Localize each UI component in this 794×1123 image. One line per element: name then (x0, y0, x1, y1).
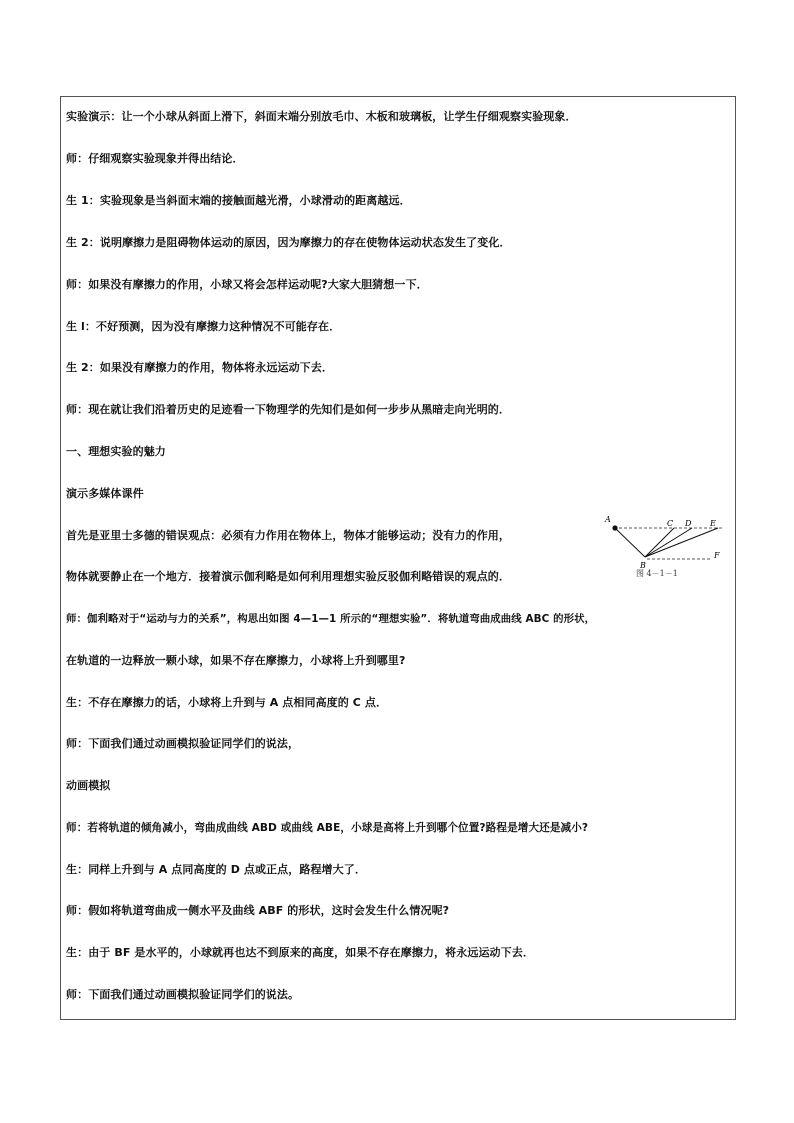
text-line: 生：由于 BF 是水平的，小球就再也达不到原来的高度，如果不存在摩擦力，将永远运动下去． (66, 946, 534, 959)
point-label-e: E (710, 519, 716, 528)
text-line: 师：伽利略对于“运动与力的关系”，构思出如图 4—1—1 所示的“理想实验”．将轨道弯曲成曲线 ABC 的形状， (66, 613, 596, 625)
text-line: 师：现在就让我们沿着历史的足迹看一下物理学的先知们是如何一步步从黑暗走向光明的． (66, 403, 510, 416)
ball (612, 525, 617, 530)
point-label-f: F (714, 551, 720, 560)
figure-caption: 图 4－1－1 (636, 569, 678, 578)
track-ab (615, 528, 645, 557)
text-line: 师：若将轨道的倾角减小，弯曲成曲线 ABD 或曲线 ABE，小球是高将上升到哪个位置?路程是增大还是减小? (66, 822, 589, 834)
text-line: 生 1：实验现象是当斜面末端的接触面越光滑，小球滑动的距离越远． (66, 194, 411, 207)
point-label-c: C (667, 519, 674, 528)
text-line: 师：下面我们通过动画模拟验证同学们的说法， (66, 737, 300, 750)
track-bc (645, 528, 674, 557)
text-line: 在轨道的一边释放一颗小球，如果不存在摩擦力，小球将上升到哪里? (66, 654, 406, 667)
text-line: 首先是亚里士多德的错误观点：必须有力作用在物体上，物体才能够运动；没有力的作用， (66, 529, 510, 542)
text-line: 物体就要静止在一个地方．接着演示伽利略是如何利用理想实验反驳伽利略错误的观点的． (66, 570, 510, 583)
text-line: 师：下面我们通过动画模拟验证同学们的说法。 (66, 988, 300, 1001)
point-label-a: A (605, 515, 611, 524)
text-line: 师：如果没有摩擦力的作用，小球又将会怎样运动呢?大家大胆猜想一下． (66, 278, 428, 291)
point-label-d: D (685, 519, 692, 528)
text-line: 生：同样上升到与 A 点同高度的 D 点或正点，路程增大了． (66, 863, 366, 876)
text-line: 演示多媒体课件 (66, 487, 144, 500)
text-line: 师：假如将轨道弯曲成一侧水平及曲线 ABF 的形状，这时会发生什么情况呢? (66, 904, 450, 917)
text-line: 生：不存在摩擦力的话，小球将上升到与 A 点相同高度的 C 点． (66, 696, 388, 709)
text-line: 师：仔细观察实验现象并得出结论． (66, 152, 244, 165)
track-be (645, 528, 718, 557)
text-line: 实验演示：让一个小球从斜面上滑下，斜面末端分别放毛巾、木板和玻璃板，让学生仔细观察实验现象． (66, 110, 577, 123)
point-label-b: B (640, 561, 646, 570)
text-line: 生 2：说明摩擦力是阻碍物体运动的原因，因为摩擦力的存在使物体运动状态发生了变化． (66, 236, 511, 249)
section-heading: 一、理想实验的魅力 (66, 445, 166, 458)
text-line: 生 2：如果没有摩擦力的作用，物体将永远运动下去． (66, 361, 333, 374)
text-line: 动画模拟 (66, 779, 111, 792)
text-line: 生 l：不好预测，因为没有摩擦力这种情况不可能存在． (66, 320, 341, 333)
track-bd (645, 528, 692, 557)
